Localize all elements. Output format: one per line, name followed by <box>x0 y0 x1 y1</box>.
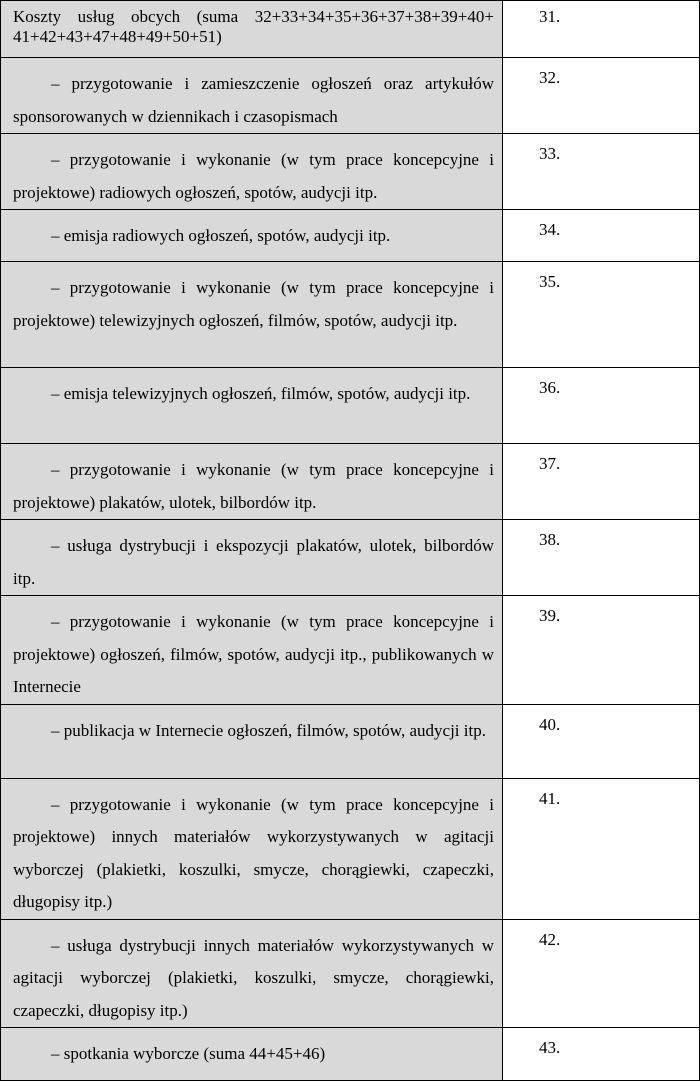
row-label-text: – publikacja w Internecie ogłoszeń, filmów, spotów, audycji itp. <box>51 720 486 740</box>
table-row <box>1 210 700 262</box>
row-label: Koszty usług obcych (suma 32+33+34+35+36+37+38+39+40+ 41+42+43+47+48+49+50+51) <box>1 1 503 58</box>
row-label <box>1 596 503 705</box>
row-label <box>1 262 503 368</box>
row-number: 40. <box>503 704 700 778</box>
row-label <box>1 1028 503 1081</box>
row-label-text: – przygotowanie i wykonanie (w tym prace koncepcyjne i projektowe) plakatów, ulotek, bilbordów itp. <box>13 460 494 512</box>
row-label-text: – przygotowanie i wykonanie (w tym prace koncepcyjne i projektowe) radiowych ogłoszeń, spotów, audycji itp. <box>13 150 494 202</box>
row-label <box>1 778 503 919</box>
table-row <box>1 1028 700 1081</box>
table-row <box>1 520 700 596</box>
row-number: 42. <box>503 919 700 1028</box>
row-number: 33. <box>503 134 700 210</box>
row-label <box>1 134 503 210</box>
table-row <box>1 262 700 368</box>
row-label <box>1 210 503 262</box>
row-number: 34. <box>503 210 700 262</box>
row-label <box>1 520 503 596</box>
row-label-text: – usługa dystrybucji i ekspozycji plakatów, ulotek, bilbordów itp. <box>13 536 494 588</box>
row-number: 43. <box>503 1028 700 1081</box>
row-label-text: – usługa dystrybucji innych materiałów wykorzystywanych w agitacji wyborczej (plakietki, koszulki, smycze, chorągiewki, czapeczki, długopisy itp.) <box>13 935 494 1020</box>
row-number: 36. <box>503 368 700 444</box>
row-label-text: – emisja radiowych ogłoszeń, spotów, audycji itp. <box>51 226 391 245</box>
table-row <box>1 704 700 778</box>
table-row <box>1 368 700 444</box>
row-number: 31. <box>503 1 700 58</box>
table-row <box>1 58 700 134</box>
table-row <box>1 919 700 1028</box>
row-number: 38. <box>503 520 700 596</box>
table-row <box>1 134 700 210</box>
row-number: 37. <box>503 444 700 520</box>
row-label <box>1 444 503 520</box>
row-label-text: – emisja telewizyjnych ogłoszeń, filmów, spotów, audycji itp. <box>51 384 471 403</box>
row-number: 39. <box>503 596 700 705</box>
row-number: 32. <box>503 58 700 134</box>
table-row <box>1 778 700 919</box>
row-label <box>1 58 503 134</box>
row-label-text: – przygotowanie i zamieszczenie ogłoszeń oraz artykułów sponsorowanych w dziennikach i czasopismach <box>13 74 494 126</box>
row-number: 41. <box>503 778 700 919</box>
row-label-text: – spotkania wyborcze (suma 44+45+46) <box>51 1044 326 1063</box>
row-label <box>1 704 503 778</box>
table-row <box>1 596 700 705</box>
row-label-text: – przygotowanie i wykonanie (w tym prace koncepcyjne i projektowe) ogłoszeń, filmów, spotów, audycji itp., publikowanych w Internecie <box>13 612 494 696</box>
row-label-text: – przygotowanie i wykonanie (w tym prace koncepcyjne i projektowe) telewizyjnych ogłoszeń, filmów, spotów, audycji itp. <box>13 278 494 330</box>
row-number: 35. <box>503 262 700 368</box>
table-row <box>1 1 700 58</box>
row-label <box>1 919 503 1028</box>
row-label-text: – przygotowanie i wykonanie (w tym prace koncepcyjne i projektowe) innych materiałów wykorzystywanych w agitacji wyborczej (plakietki, koszulki, smycze, chorągiewki, czapeczki, długopisy itp.) <box>13 794 494 911</box>
table-row <box>1 444 700 520</box>
row-label <box>1 368 503 444</box>
